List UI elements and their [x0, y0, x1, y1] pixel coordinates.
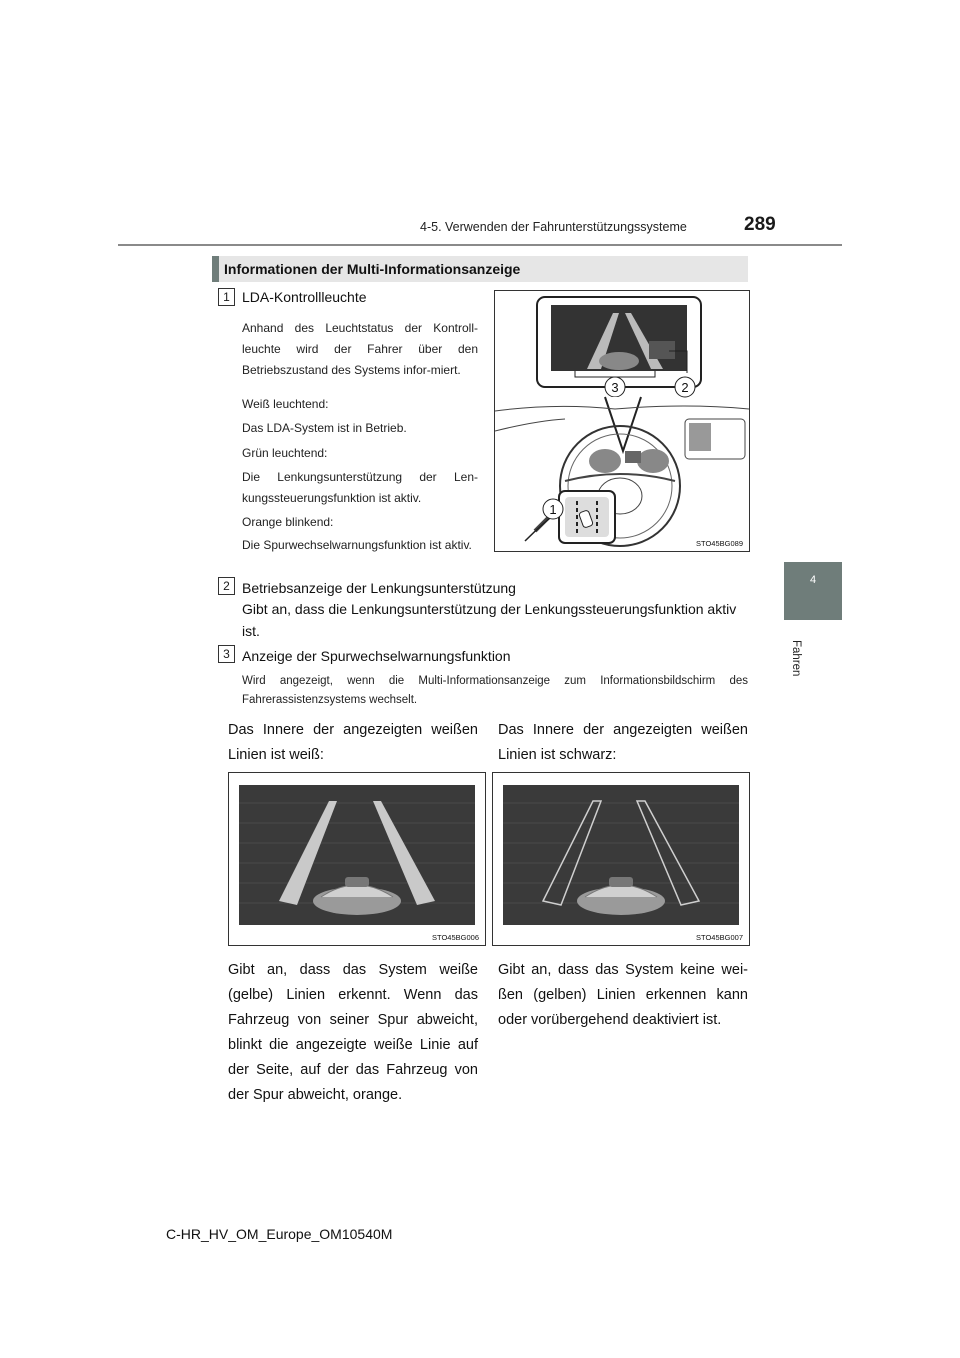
- item-1-state-green: Grün leuchtend:: [242, 446, 328, 460]
- chapter-label: Fahren: [790, 640, 802, 677]
- item-number-1: 1: [218, 288, 235, 306]
- chapter-tab: [784, 562, 842, 620]
- item-2-description: Gibt an, dass die Lenkungsunterstützung der Lenkungssteuerungsfunktion aktiv ist.: [242, 601, 737, 639]
- footer-document-id: C-HR_HV_OM_Europe_OM10540M: [166, 1226, 393, 1242]
- chapter-number: 4: [809, 574, 817, 586]
- left-column-intro: Das Innere der angezeigten weißen Linien ist weiß:: [228, 722, 478, 763]
- figure-lines-white: [228, 772, 486, 946]
- right-column-caption: Gibt an, dass das System keine wei-ßen (gelben) Linien erkennen kann oder vorübergehend deaktiviert ist.: [498, 962, 748, 1028]
- item-1-description: Anhand des Leuchtstatus der Kontroll-leuchte wird der Fahrer über den Betriebszustand des Systems infor-miert.: [242, 321, 478, 377]
- header-divider: [118, 244, 842, 246]
- lane-display-black: [493, 773, 749, 945]
- figure-code: STO45BG007: [696, 933, 743, 942]
- item-title-2: Betriebsanzeige der Lenkungsunterstützung: [242, 580, 516, 596]
- left-column-caption: Gibt an, dass das System weiße (gelbe) Linien erkennt. Wenn das Fahrzeug von seiner Spur abweicht, blinkt die angezeigte weiße Linie auf der Seite, auf der das Fahrzeug von der Spur abweicht, orange.: [228, 962, 478, 1103]
- right-column-intro: Das Innere der angezeigten weißen Linien ist schwarz:: [498, 722, 748, 763]
- item-title-1: LDA-Kontrollleuchte: [242, 289, 367, 305]
- item-1-state-orange: Orange blinkend:: [242, 515, 334, 529]
- figure-cockpit: [494, 290, 750, 552]
- item-3-description: Wird angezeigt, wenn die Multi-Informationsanzeige zum Informationsbildschirm des Fahrerassistenzsystems wechselt.: [242, 675, 748, 706]
- cockpit-illustration: [495, 291, 749, 551]
- item-number-3: 3: [218, 645, 235, 663]
- item-1-state-white: Weiß leuchtend:: [242, 397, 329, 411]
- figure-code: STO45BG089: [696, 539, 743, 548]
- section-title: Informationen der Multi-Informationsanzeige: [224, 261, 521, 277]
- item-1-state-white-text: Das LDA-System ist in Betrieb.: [242, 421, 407, 435]
- svg-text:3: 3: [611, 380, 619, 395]
- figure-code: STO45BG006: [432, 933, 479, 942]
- item-title-3: Anzeige der Spurwechselwarnungsfunktion: [242, 648, 511, 664]
- header-section-title: 4-5. Verwenden der Fahrunterstützungssysteme: [420, 220, 687, 234]
- svg-text:1: 1: [549, 502, 557, 517]
- page-number: 289: [744, 214, 776, 235]
- lane-display-white: [229, 773, 485, 945]
- figure-lines-black: [492, 772, 750, 946]
- svg-text:2: 2: [681, 380, 689, 395]
- item-number-2: 2: [218, 577, 235, 595]
- item-1-state-orange-text: Die Spurwechselwarnungsfunktion ist aktiv.: [242, 538, 472, 552]
- item-1-state-green-text: Die Lenkungsunterstützung der Len-kungssteuerungsfunktion ist aktiv.: [242, 470, 478, 505]
